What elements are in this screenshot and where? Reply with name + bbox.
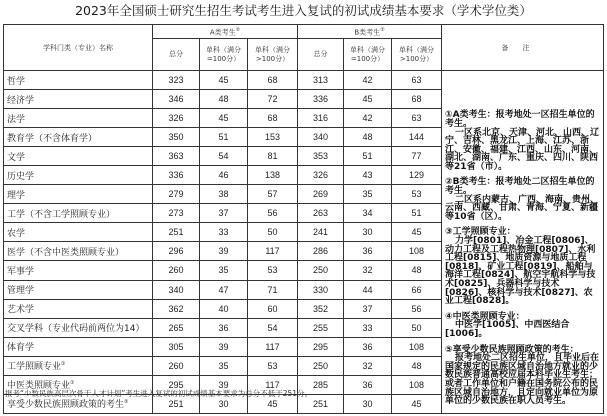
- subject-name: 体育学: [7, 343, 35, 354]
- a-single-over-100-cell: 81: [248, 147, 298, 166]
- b-total-cell: 340: [298, 128, 344, 147]
- subject-cell: [4, 185, 153, 204]
- b-single-over-100-cell: 108: [392, 375, 442, 394]
- b-total-header: 总分: [298, 39, 344, 71]
- a-single-100-cell: 47: [200, 280, 248, 299]
- subject-name: 中医类照顾专业: [7, 381, 71, 392]
- b-single-over-100-cell: 56: [392, 299, 442, 318]
- a-single-100-header: 单科（满分=100分）: [200, 39, 248, 71]
- b-total-cell: 286: [298, 242, 344, 261]
- note-line: 报考地处二区招生单位，且毕业后在国家规定的民族区域自治地方就业的少数民族普通高校应届本科毕业生考生；或者工作单位和户籍在国务院公布的民族区域自治地方，且定向就业单位为原单位的少数民族在职人员考生。: [445, 353, 600, 407]
- group-b-header: [298, 25, 442, 39]
- note-line: 力学[0801]、冶金工程[0806]、动力工程及工程热物理[0807]、水利工程[0815]、地质资源与地质工程[0818]、矿业工程[0819]、船舶与海洋工程[0824]、航空宇航科学与技术[0825]、兵器科学与技术[0826]、核科学与技术[0827]、农业工程[0828]。: [445, 236, 596, 307]
- subject-cell: [4, 71, 153, 90]
- a-single-over-100-cell: 53: [248, 261, 298, 280]
- a-total-cell: 346: [153, 90, 200, 109]
- subject-cell: [4, 242, 153, 261]
- b-single-100-cell: 30: [344, 394, 392, 413]
- a-single-100-cell: 45: [200, 109, 248, 128]
- b-single-100-cell: 30: [344, 223, 392, 242]
- a-single-100-cell: 39: [200, 242, 248, 261]
- subject-cell: [4, 337, 153, 356]
- a-single-100-cell: 30: [200, 394, 248, 413]
- a-single-100-cell: 35: [200, 356, 248, 375]
- a-single-100-cell: 54: [200, 147, 248, 166]
- group-a-sup: ②: [235, 27, 241, 33]
- a-single-over-100-cell: 138: [248, 166, 298, 185]
- b-total-cell: 326: [298, 166, 344, 185]
- b-single-100-cell: 44: [344, 280, 392, 299]
- b-total-cell: 241: [298, 223, 344, 242]
- group-a-header: [153, 25, 298, 39]
- b-single-100-cell: 48: [344, 128, 392, 147]
- b-total-cell: 255: [298, 318, 344, 337]
- b-total-cell: 250: [298, 356, 344, 375]
- b-single-100-cell: 36: [344, 375, 392, 394]
- subject-cell: [4, 299, 153, 318]
- subject-name: 历史学: [7, 171, 35, 182]
- a-single-100-cell: 33: [200, 223, 248, 242]
- subject-cell: [4, 147, 153, 166]
- note-line: ③工学照顾专业：: [445, 227, 516, 238]
- a-single-100-cell: 39: [200, 337, 248, 356]
- b-single-100-cell: 34: [344, 204, 392, 223]
- subject-name: 教育学（不含体育学）: [7, 133, 98, 144]
- a-single-over-100-cell: 117: [248, 375, 298, 394]
- note-block: [445, 178, 600, 221]
- group-a-label: A类考生: [209, 28, 236, 37]
- note-block: [445, 228, 600, 305]
- b-total-cell: 251: [298, 394, 344, 413]
- b-single-over-100-cell: 144: [392, 128, 442, 147]
- page-title: 2023年全国硕士研究生招生考试考生进入复试的初试成绩基本要求（学术学位类）: [75, 3, 532, 18]
- a-total-cell: 251: [153, 394, 200, 413]
- a-total-cell: 350: [153, 128, 200, 147]
- b-single-over-100-cell: 53: [392, 185, 442, 204]
- b-single-over-100-cell: 63: [392, 71, 442, 90]
- subject-cell: [4, 280, 153, 299]
- subject-name: 法学: [7, 114, 26, 125]
- b-single-over-100-cell: 48: [392, 261, 442, 280]
- subject-name: 理学: [7, 190, 26, 201]
- b-single-over-header: 单科（满分>100分）: [392, 39, 442, 71]
- b-single-over-100-cell: 108: [392, 337, 442, 356]
- subject-cell: [4, 356, 153, 375]
- subject-cell: [4, 318, 153, 337]
- a-single-over-100-cell: 71: [248, 280, 298, 299]
- a-total-cell: 251: [153, 223, 200, 242]
- score-table-body: [4, 71, 604, 413]
- a-total-cell: 265: [153, 318, 200, 337]
- a-single-over-100-cell: 60: [248, 299, 298, 318]
- b-total-cell: 285: [298, 375, 344, 394]
- a-total-cell: 279: [153, 185, 200, 204]
- a-total-cell: 340: [153, 280, 200, 299]
- b-single-100-cell: 32: [344, 261, 392, 280]
- a-single-over-100-cell: 45: [248, 394, 298, 413]
- a-total-cell: 326: [153, 109, 200, 128]
- subject-name: 经济学: [7, 95, 35, 106]
- b-total-cell: 353: [298, 147, 344, 166]
- b-total-cell: 295: [298, 337, 344, 356]
- note-block: [445, 111, 600, 171]
- a-single-100-cell: 48: [200, 90, 248, 109]
- group-b-label: B类考生: [354, 28, 381, 37]
- score-table: [3, 24, 604, 414]
- a-single-over-100-cell: 54: [248, 318, 298, 337]
- note-line: ①A类考生：报考地处一区招生单位的考生。: [445, 110, 595, 129]
- note-line: ⑤享受少数民族照顾政策的考生：: [445, 344, 579, 355]
- a-total-cell: 363: [153, 147, 200, 166]
- note-line: 二区系内蒙古、广西、海南、贵州、云南、西藏、甘肃、青海、宁夏、新疆等10省（区）。: [445, 194, 600, 222]
- a-single-over-100-cell: 72: [248, 90, 298, 109]
- subject-name: 工学（不含工学照顾专业）: [7, 209, 116, 220]
- b-single-over-100-cell: 48: [392, 356, 442, 375]
- subject-footnote-mark: ①: [61, 361, 66, 368]
- subject-name: 享受少数民族照顾政策的考生: [7, 400, 125, 411]
- b-single-over-100-cell: 77: [392, 147, 442, 166]
- b-total-cell: 336: [298, 90, 344, 109]
- a-single-over-100-cell: 68: [248, 109, 298, 128]
- a-single-over-100-cell: 117: [248, 242, 298, 261]
- subject-cell: [4, 166, 153, 185]
- a-single-100-cell: 39: [200, 375, 248, 394]
- a-total-cell: 336: [153, 166, 200, 185]
- b-single-100-cell: 43: [344, 166, 392, 185]
- a-single-over-100-cell: 53: [248, 356, 298, 375]
- b-single-100-cell: 51: [344, 147, 392, 166]
- subject-name: 医学（不含中医类照顾专业）: [7, 247, 125, 258]
- a-total-cell: 273: [153, 204, 200, 223]
- b-single-over-100-cell: 51: [392, 204, 442, 223]
- subject-name: 交叉学科（专业代码前两位为14）: [7, 324, 145, 335]
- b-single-100-cell: 36: [344, 242, 392, 261]
- b-total-cell: 263: [298, 204, 344, 223]
- b-single-over-100-cell: 63: [392, 109, 442, 128]
- subject-cell: [4, 261, 153, 280]
- subject-name: 管理学: [7, 286, 35, 296]
- footer-note: 报考“少数民族高层次骨干人才计划”考生进入复试的初试成绩基本要求为总分不低于251分。: [5, 389, 313, 398]
- b-single-100-cell: 42: [344, 109, 392, 128]
- b-single-over-100-cell: 108: [392, 242, 442, 261]
- b-single-over-100-cell: 66: [392, 280, 442, 299]
- note-line: 中医学[1005]、中西医结合[1006]。: [445, 320, 570, 339]
- b-single-over-100-cell: 129: [392, 166, 442, 185]
- a-single-100-cell: 35: [200, 261, 248, 280]
- table-row: [4, 71, 604, 90]
- a-single-100-cell: 51: [200, 128, 248, 147]
- b-total-cell: 250: [298, 261, 344, 280]
- note-line: ④中医类照顾专业：: [445, 311, 525, 322]
- a-single-over-100-cell: 57: [248, 185, 298, 204]
- subject-footnote-mark: ②: [124, 399, 129, 406]
- b-single-over-100-cell: 50: [392, 318, 442, 337]
- a-single-100-cell: 40: [200, 299, 248, 318]
- b-single-100-header: 单科（满分=100分）: [344, 39, 392, 71]
- b-single-100-cell: 36: [344, 337, 392, 356]
- a-single-100-cell: 37: [200, 204, 248, 223]
- b-total-cell: 352: [298, 299, 344, 318]
- a-single-over-100-cell: 68: [248, 71, 298, 90]
- a-single-100-cell: 36: [200, 318, 248, 337]
- note-line: ②B类考生：报考地处二区招生单位的考生。: [445, 177, 595, 197]
- subject-cell: [4, 223, 153, 242]
- subject-name: 文学: [7, 152, 26, 163]
- a-total-cell: 296: [153, 242, 200, 261]
- a-single-100-cell: 45: [200, 71, 248, 90]
- a-total-cell: 323: [153, 71, 200, 90]
- group-b-sup: ②: [380, 27, 385, 33]
- a-single-over-100-cell: 117: [248, 337, 298, 356]
- a-single-over-100-cell: 50: [248, 223, 298, 242]
- a-single-100-cell: 46: [200, 166, 248, 185]
- a-single-100-cell: 38: [200, 185, 248, 204]
- b-single-over-100-cell: 45: [392, 394, 442, 413]
- b-single-100-cell: 33: [344, 318, 392, 337]
- b-total-cell: 316: [298, 109, 344, 128]
- notes-cell: [442, 71, 604, 413]
- subject-footnote-mark: ①: [70, 380, 75, 387]
- note-line: 一区系北京、天津、河北、山西、辽宁、吉林、黑龙江、上海、江苏、浙江、安徽、福建、江西、山东、河南、湖北、湖南、广东、重庆、四川、陕西等21省（市）。: [445, 127, 600, 172]
- b-single-100-cell: 35: [344, 185, 392, 204]
- a-single-over-header: 单科（满分>100分）: [248, 39, 298, 71]
- notes-header: 备注: [442, 25, 604, 71]
- b-total-cell: 330: [298, 280, 344, 299]
- subject-header: 学科门类（专业）名称: [4, 25, 153, 71]
- a-total-cell: 362: [153, 299, 200, 318]
- b-single-100-cell: 37: [344, 299, 392, 318]
- b-single-100-cell: 32: [344, 356, 392, 375]
- subject-name: 军事学: [7, 266, 35, 277]
- note-block: [445, 313, 600, 339]
- b-total-cell: 269: [298, 185, 344, 204]
- subject-cell: [4, 109, 153, 128]
- subject-name: 工学照顾专业: [7, 362, 62, 373]
- subject-cell: [4, 204, 153, 223]
- b-single-over-100-cell: 45: [392, 223, 442, 242]
- a-single-over-100-cell: 56: [248, 204, 298, 223]
- a-total-cell: 260: [153, 356, 200, 375]
- b-single-100-cell: 45: [344, 90, 392, 109]
- b-single-over-100-cell: 68: [392, 90, 442, 109]
- subject-name: 哲学: [7, 76, 26, 87]
- b-single-100-cell: 42: [344, 71, 392, 90]
- a-total-cell: 305: [153, 337, 200, 356]
- subject-name: 艺术学: [7, 305, 35, 316]
- a-single-over-100-cell: 153: [248, 128, 298, 147]
- b-total-cell: 313: [298, 71, 344, 90]
- subject-cell: [4, 128, 153, 147]
- a-total-cell: 295: [153, 375, 200, 394]
- a-total-cell: 260: [153, 261, 200, 280]
- subject-name: 农学: [7, 228, 26, 239]
- subject-cell: [4, 90, 153, 109]
- a-total-header: 总分: [153, 39, 200, 71]
